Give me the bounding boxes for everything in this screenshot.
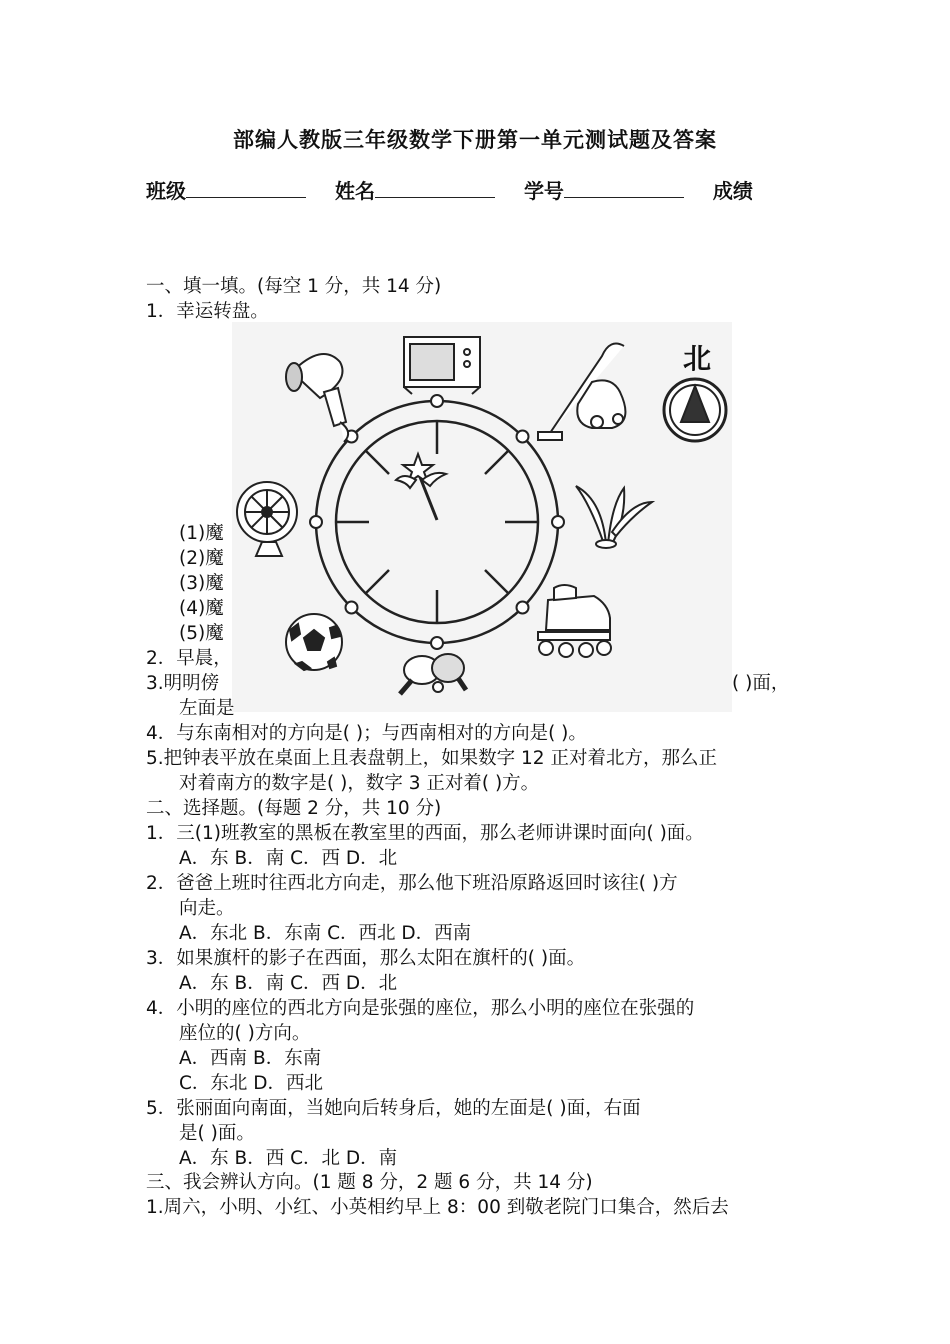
student-info-row: [146, 175, 753, 204]
lucky-wheel-figure: [232, 322, 732, 712]
question-1-5-cont: 对着南方的数字是( )，数字 3 正对着( )方。: [179, 773, 540, 794]
question-2-4-cont: 座位的( )方向。: [179, 1023, 311, 1044]
question-1-2: 2．早晨，: [146, 648, 232, 669]
question-2-3: 3．如果旗杆的影子在西面，那么太阳在旗杆的( )面。: [146, 948, 586, 969]
section-1-heading: 一、填一填。(每空 1 分，共 14 分): [146, 276, 442, 297]
question-1-4: 4．与东南相对的方向是( )；与西南相对的方向是( )。: [146, 723, 587, 744]
question-2-4-options-2: C．东北 D．西北: [179, 1073, 324, 1094]
question-1-5: 5.把钟表平放在桌面上且表盘朝上，如果数字 12 正对着北方，那么正: [146, 748, 717, 769]
question-2-2-options: A．东北 B．东南 C．西北 D．西南: [179, 923, 472, 944]
question-2-5-options: A．东 B．西 C．北 D．南: [179, 1148, 398, 1169]
north-label: 北: [682, 342, 712, 375]
question-2-1-options: A．东 B．南 C．西 D．北: [179, 848, 398, 869]
question-1-3-blank: ( )面，: [732, 673, 790, 694]
question-2-4-options-1: A．西南 B．东南: [179, 1048, 322, 1069]
class-blank[interactable]: [186, 179, 306, 198]
question-3-1: 1.周六，小明、小红、小英相约早上 8：00 到敬老院门口集合，然后去: [146, 1197, 729, 1218]
question-1-3: 3.明明傍: [146, 673, 220, 694]
microwave-icon: [404, 337, 480, 394]
score-label: 成绩: [712, 179, 753, 203]
question-1-3-cont: 左面是: [179, 698, 235, 719]
section-2-heading: 二、选择题。(每题 2 分，共 10 分): [146, 798, 442, 819]
question-2-2: 2．爸爸上班时往西北方向走，那么他下班沿原路返回时该往( )方: [146, 873, 678, 894]
question-2-5-cont: 是( )面。: [179, 1123, 255, 1144]
id-blank[interactable]: [564, 179, 684, 198]
class-label: 班级: [146, 179, 186, 203]
question-2-1: 1．三(1)班教室的黑板在教室里的西面，那么老师讲课时面向( )面。: [146, 823, 704, 844]
football-icon: [286, 614, 342, 670]
question-2-3-options: A．东 B．南 C．西 D．北: [179, 973, 398, 994]
question-1-1: 1．幸运转盘。: [146, 301, 269, 322]
question-1-1-sub-5: (5)魔: [179, 623, 224, 644]
section-3-heading: 三、我会辨认方向。(1 题 8 分，2 题 6 分，共 14 分): [146, 1172, 593, 1193]
question-1-1-sub-1: (1)魔: [179, 523, 224, 544]
question-1-1-sub-2: (2)魔: [179, 548, 224, 569]
question-2-2-cont: 向走。: [179, 898, 235, 919]
name-label: 姓名: [334, 179, 375, 203]
question-2-5: 5．张丽面向南面，当她向后转身后，她的左面是( )面，右面: [146, 1098, 641, 1119]
question-2-4: 4．小明的座位的西北方向是张强的座位，那么小明的座位在张强的: [146, 998, 695, 1019]
question-1-1-sub-3: (3)魔: [179, 573, 224, 594]
page-title: 部编人教版三年级数学下册第一单元测试题及答案: [233, 128, 717, 152]
name-blank[interactable]: [375, 179, 495, 198]
id-label: 学号: [523, 179, 564, 203]
question-1-1-sub-4: (4)魔: [179, 598, 224, 619]
